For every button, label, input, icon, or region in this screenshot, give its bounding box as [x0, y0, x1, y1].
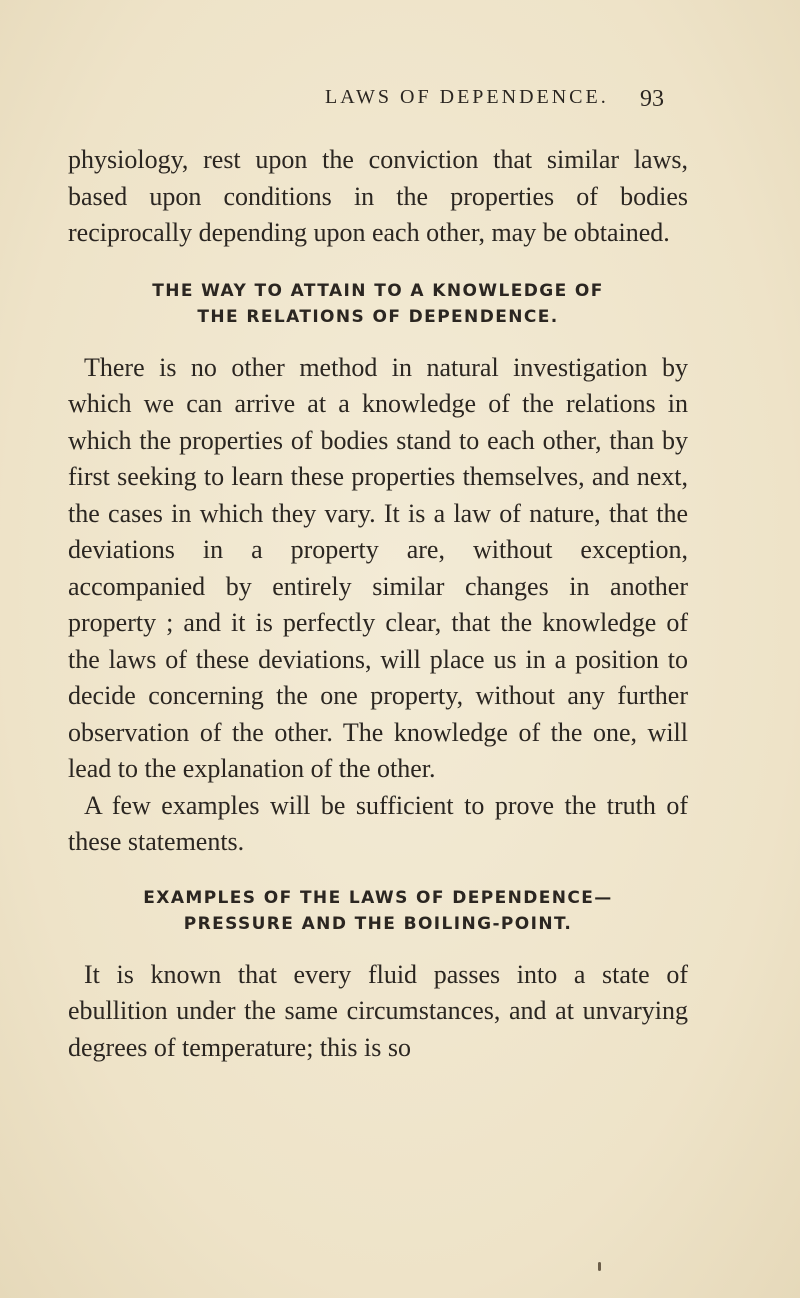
section-heading-examples-line2: PRESSURE AND THE BOILING-POINT.: [183, 913, 573, 934]
running-head: LAWS OF DEPENDENCE.: [325, 86, 609, 108]
section-heading-examples-line1: EXAMPLES OF THE LAWS OF DEPENDENCE—: [143, 887, 613, 908]
section-heading-method-line2: THE RELATIONS OF DEPENDENCE.: [197, 306, 559, 327]
fluid-paragraph: It is known that every fluid passes into a state of ebullition under the same circumstances, and at unvarying degrees of temperature; this is so: [68, 959, 688, 1062]
examples-paragraph: A few examples will be sufficient to prove the truth of these statements.: [68, 790, 688, 856]
section-heading-examples: [68, 885, 688, 937]
page-number: 93: [640, 86, 664, 112]
section-heading-method: [68, 278, 688, 330]
method-paragraph: There is no other method in natural investigation by which we can arrive at a knowledge of the relations in which the properties of bodies stand to each other, than by first seeking to learn these properties themselves, and next, the cases in which they vary. It is a law of nature, that the deviations in a property are, without exception, accompanied by entirely similar changes in another property ; and it is perfectly clear, that the knowledge of the laws of these deviations, will place us in a position to decide concerning the one property, without any further observation of the other. The knowledge of the one, will lead to the explanation of the other.: [68, 352, 688, 783]
section-heading-method-line1: THE WAY TO ATTAIN TO A KNOWLEDGE OF: [152, 280, 604, 301]
ink-speck: [598, 1262, 601, 1271]
opening-paragraph: physiology, rest upon the conviction that similar laws, based upon conditions in the properties of bodies reciprocally depending upon each other, may be obtained.: [68, 145, 688, 247]
page-header: [0, 86, 800, 116]
page-body: [68, 142, 688, 1066]
